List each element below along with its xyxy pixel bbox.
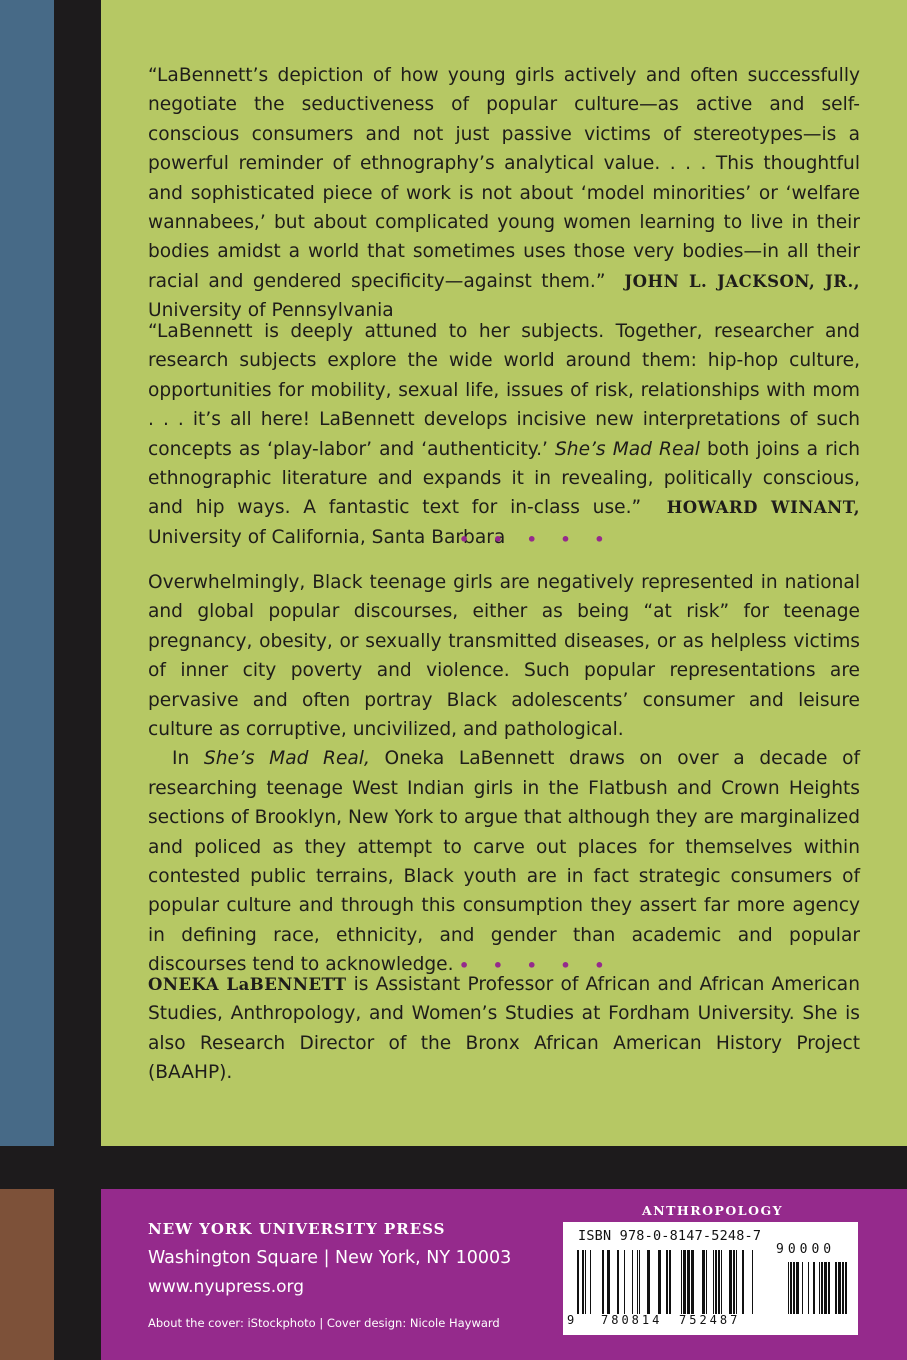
barcode-bar: [842, 1262, 844, 1314]
price-code: 90000: [776, 1242, 836, 1257]
barcode-bar: [821, 1262, 823, 1314]
barcode-bar: [607, 1250, 610, 1314]
quote-affiliation: University of California, Santa Barbara: [148, 526, 506, 548]
barcode-bar: [632, 1250, 633, 1314]
barcode-bar: [666, 1250, 668, 1314]
barcode-bar: [647, 1250, 650, 1314]
book-title-italic: She’s Mad Real,: [203, 748, 370, 770]
barcode-bar: [802, 1262, 803, 1314]
category-label: ANTHROPOLOGY: [642, 1203, 784, 1218]
barcode-bar: [658, 1250, 661, 1314]
barcode-bar: [681, 1250, 682, 1314]
description-text: Oneka LaBennett draws on over a decade of researching teenage West Indian girls in the Flatbush and Crown Heights sections of Brooklyn, New York to argue that although they are marginalized and policed as they attempt to carve out places for themselves within contested public terrains, Black youth are in fact strategic consumers of popular culture and through this consumption they assert far more agency in defining race, ethnicity, and gender than academic and popular discourses tend to acknowledge.: [148, 748, 860, 976]
barcode-bar: [752, 1250, 753, 1314]
separator-dots: • • • • •: [459, 956, 614, 975]
book-description: [148, 568, 860, 980]
publisher-website: www.nyupress.org: [148, 1277, 305, 1297]
barcode-bar: [733, 1250, 735, 1314]
quote-text: “LaBennett is deeply attuned to her subjects. Together, researcher and research subjects explore the wide world around them: hip-hop culture, opportunities for mobility, sexual life, issues of risk, relationships with mom . . . it’s all here! LaBennett develops incisive new interpretations of such concepts as ‘play-labor’ and ‘authenticity.’: [148, 321, 860, 460]
barcode-bar: [742, 1250, 744, 1314]
barcode-bar: [624, 1250, 625, 1314]
barcode-bar: [845, 1262, 847, 1314]
barcode-bar: [702, 1250, 705, 1314]
left-brown-stripe: [0, 1189, 54, 1360]
barcode-bar: [590, 1250, 591, 1314]
barcode-bar: [715, 1250, 717, 1314]
barcode-bar: [721, 1250, 722, 1314]
barcode-bar: [713, 1250, 714, 1314]
separator-dots: • • • • •: [459, 530, 614, 549]
barcode-bar: [639, 1250, 640, 1314]
barcode-bar: [687, 1250, 690, 1314]
author-bio: [148, 970, 860, 1088]
barcode-bar: [706, 1250, 707, 1314]
barcode-bar: [790, 1262, 792, 1314]
book-title-italic: She’s Mad Real: [555, 438, 700, 460]
barcode-bar: [736, 1250, 737, 1314]
bio-text: is Assistant Professor of African and African American Studies, Anthropology, and Women’s Studies at Fordham University. She is also Research Director of the Bronx African American History Project (BAAHP).: [148, 974, 860, 1084]
barcode-bar: [819, 1262, 820, 1314]
ean-prefix: 9: [567, 1313, 575, 1327]
barcode-bar: [669, 1250, 671, 1314]
description-paragraph-1: Overwhelmingly, Black teenage girls are negatively represented in national and global popular discourses, either as being “at risk” for teenage pregnancy, obesity, or sexually transmitted diseases, or as helpless victims of inner city poverty and violence. Such popular representations are pervasive and often portray Black adolescents’ consumer and leisure culture as corruptive, uncivilized, and pathological.: [148, 572, 860, 741]
quote-affiliation: University of Pennsylvania: [148, 300, 394, 322]
publisher-name: NEW YORK UNIVERSITY PRESS: [148, 1220, 446, 1238]
quote-text: both joins a rich ethnographic literature and expands it in revealing, politically conscious, and hip ways. A fantastic text for in-class use.”: [148, 438, 860, 519]
barcode-bar: [577, 1250, 579, 1314]
blurb-quote-1: [148, 61, 860, 326]
barcode-bar: [729, 1250, 732, 1314]
cover-credits: About the cover: iStockphoto | Cover design: Nicole Hayward: [148, 1316, 500, 1330]
barcode-bar: [796, 1262, 799, 1314]
barcode-bar: [788, 1262, 789, 1314]
quote-author: JOHN L. JACKSON, JR.,: [624, 271, 860, 291]
quote-author: HOWARD WINANT,: [666, 498, 860, 518]
barcode-bar: [602, 1250, 604, 1314]
barcode-bar: [683, 1250, 686, 1314]
barcode-bar: [637, 1250, 638, 1314]
description-text: In: [172, 748, 204, 770]
barcode-bar: [582, 1250, 584, 1314]
barcode-bar: [585, 1250, 586, 1314]
barcode-bar: [835, 1262, 837, 1314]
ean-right-digits: 752487: [679, 1313, 741, 1327]
barcode-bar: [691, 1250, 694, 1314]
barcode-bar: [718, 1250, 720, 1314]
publisher-address: Washington Square | New York, NY 10003: [148, 1248, 512, 1268]
blurb-quote-2: [148, 317, 860, 552]
left-blue-stripe: [0, 0, 54, 1146]
barcode-bar: [838, 1262, 841, 1314]
ean-left-digits: 780814: [601, 1313, 663, 1327]
description-paragraph-2: [148, 744, 860, 979]
barcode-bar: [617, 1250, 619, 1314]
barcode-bar: [808, 1262, 809, 1314]
isbn-number: ISBN 978-0-8147-5248-7: [578, 1228, 762, 1244]
barcode-bar: [828, 1262, 830, 1314]
quote-text: “LaBennett’s depiction of how young girls actively and often successfully negotiate the seductiveness of popular culture—as active and self-conscious consumers and not just passive victims of stereotypes—is a powerful reminder of ethnography’s analytical value. . . . This thoughtful and sophisticated piece of work is not about ‘model minorities’ or ‘welfare wannabees,’ but about complicated young women learning to live in their bodies amidst a world that sometimes uses those very bodies—in all their racial and gendered specificity—against them.”: [148, 65, 860, 292]
barcode-bar: [793, 1262, 795, 1314]
barcode-bar: [813, 1262, 815, 1314]
isbn-barcode: [563, 1222, 858, 1335]
author-name: ONEKA LaBENNETT: [148, 975, 347, 994]
barcode-bar: [824, 1262, 827, 1314]
